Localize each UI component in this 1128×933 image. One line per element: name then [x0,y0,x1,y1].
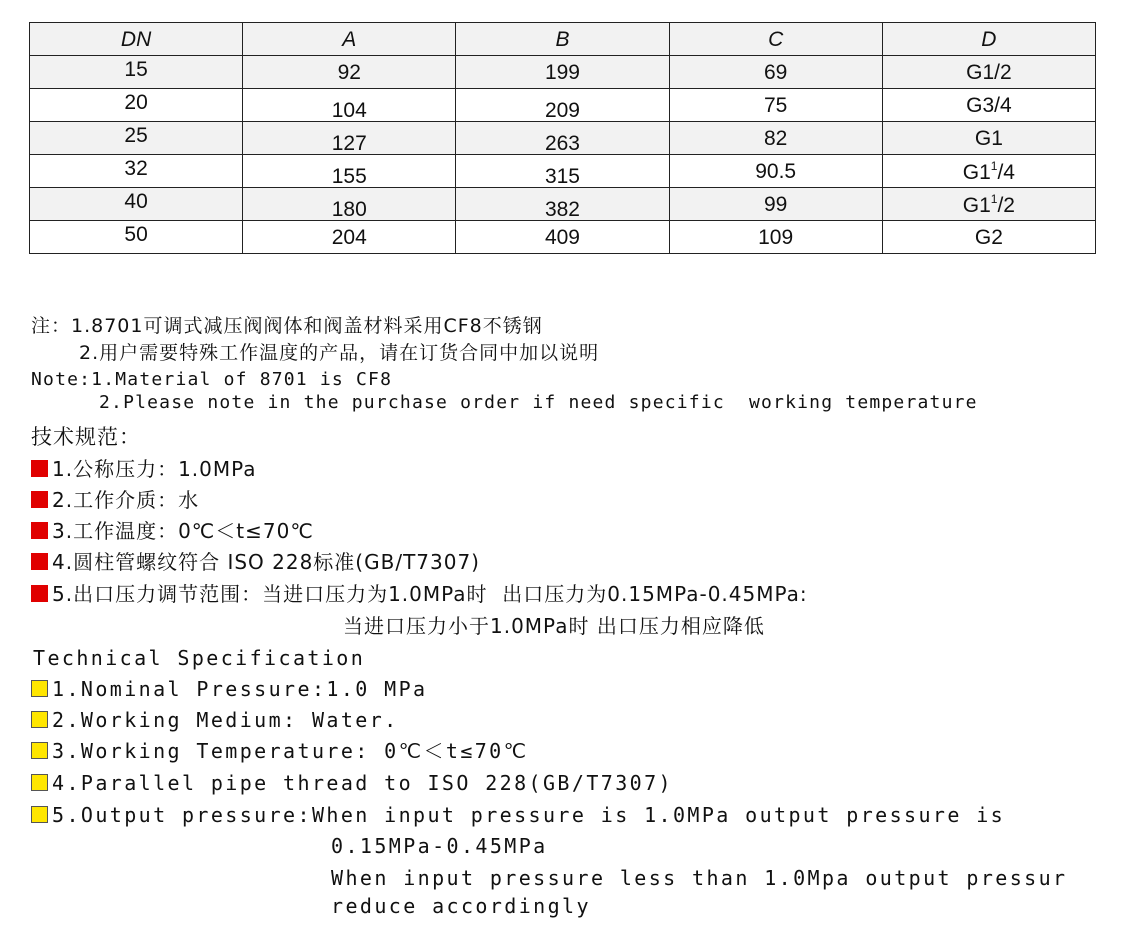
table-cell: 15 [30,56,243,89]
yellow-square-bullet-icon [31,774,48,791]
table-cell: 180 [243,188,456,221]
dimension-table [29,22,1096,254]
table-cell: 382 [456,188,669,221]
yellow-square-bullet-icon [31,680,48,697]
table-cell: 209 [456,89,669,122]
spec-en-item: 2.Working Medium: Water. [31,710,399,730]
yellow-square-bullet-icon [31,711,48,728]
spec-en-item: 4.Parallel pipe thread to ISO 228(GB/T7307) [31,773,673,793]
note-cn-1: 注：1.8701可调式减压阀阀体和阀盖材料采用CF8不锈钢 [31,315,543,337]
spec-en-item5-continuation: When input pressure less than 1.0Mpa output pressur [331,866,1068,890]
table-row [30,89,1096,122]
spec-cn-item: 1.公称压力：1.0MPa [31,459,257,479]
spec-en-item: 1.Nominal Pressure:1.0 MPa [31,679,427,699]
spec-en-title: Technical Specification [33,646,366,670]
table-cell: 40 [30,188,243,221]
column-header: D [882,23,1095,56]
note-en-1: Note:1.Material of 8701 is CF8 [31,369,393,390]
note-en-2: 2.Please note in the purchase order if need specific working temperature [99,392,978,413]
table-cell: $G1^1/2$ [882,188,1095,221]
table-cell: G3/4 [882,89,1095,122]
red-square-bullet-icon [31,491,48,508]
table-cell: 409 [456,221,669,254]
red-square-bullet-icon [31,553,48,570]
table-cell: G2 [882,221,1095,254]
table-cell: 104 [243,89,456,122]
table-cell: 315 [456,155,669,188]
red-square-bullet-icon [31,585,48,602]
spec-cn-item: 3.工作温度：0℃＜t≤70℃ [31,521,314,541]
spec-en-item5-continuation: 0.15MPa-0.45MPa [331,834,548,858]
table-cell: 204 [243,221,456,254]
table-cell: 82 [669,122,882,155]
table-row [30,155,1096,188]
table-cell: 155 [243,155,456,188]
spec-en-item: 3.Working Temperature: 0℃＜t≤70℃ [31,741,528,761]
column-header: B [456,23,669,56]
spec-cn-item: 5.出口压力调节范围：当进口压力为1.0MPa时 出口压力为0.15MPa-0.45MPa: [31,584,808,604]
table-cell: 90.5 [669,155,882,188]
table-row [30,188,1096,221]
table-cell: 199 [456,56,669,89]
table-cell: 69 [669,56,882,89]
table-cell: 50 [30,221,243,254]
table-cell: 32 [30,155,243,188]
table-row [30,122,1096,155]
spec-en-item5-continuation: reduce accordingly [331,894,591,918]
column-header: DN [30,23,243,56]
table-cell: G1 [882,122,1095,155]
table-cell: 25 [30,122,243,155]
red-square-bullet-icon [31,460,48,477]
table-row [30,221,1096,254]
table-cell: G1/2 [882,56,1095,89]
note-cn-2: 2.用户需要特殊工作温度的产品，请在订货合同中加以说明 [79,342,600,364]
yellow-square-bullet-icon [31,806,48,823]
table-row [30,56,1096,89]
table-cell: 20 [30,89,243,122]
column-header: C [669,23,882,56]
yellow-square-bullet-icon [31,742,48,759]
table-cell: 109 [669,221,882,254]
spec-cn-title: 技术规范： [31,425,141,449]
table-cell: 127 [243,122,456,155]
spec-cn-item: 2.工作介质：水 [31,490,199,510]
table-cell: 99 [669,188,882,221]
table-cell: 92 [243,56,456,89]
table-cell: 75 [669,89,882,122]
table-header-row [30,23,1096,56]
table-cell: 263 [456,122,669,155]
table-cell: $G1^1/4$ [882,155,1095,188]
spec-en-item: 5.Output pressure:When input pressure is 1.0MPa output pressure is [31,805,1005,825]
spec-cn-item5-continuation: 当进口压力小于1.0MPa时 出口压力相应降低 [343,614,765,638]
red-square-bullet-icon [31,522,48,539]
spec-cn-item: 4.圆柱管螺纹符合 ISO 228标准(GB/T7307) [31,552,480,572]
column-header: A [243,23,456,56]
